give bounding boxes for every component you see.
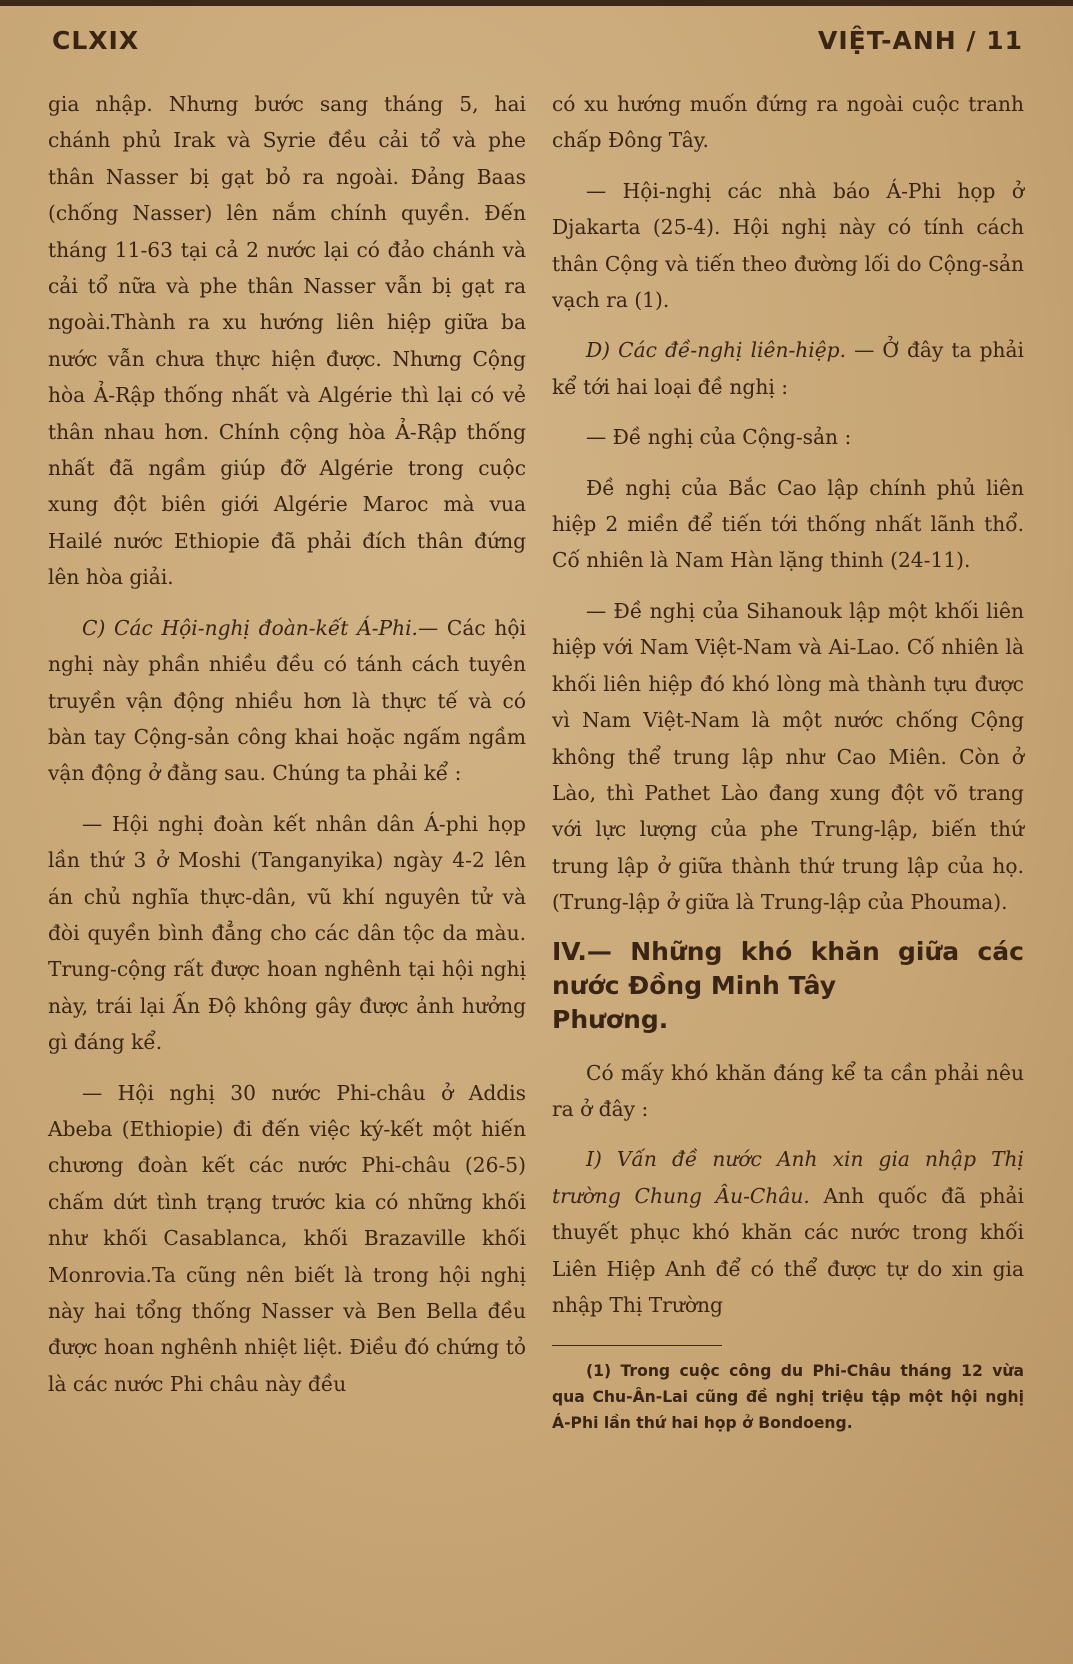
paragraph-text: Anh quốc đã phải thuyết phục khó khăn các nước trong khối Liên Hiệp Anh để có thể được tự do xin gia nhập Thị Trường xyxy=(552,1183,1024,1317)
paragraph: gia nhập. Nhưng bước sang tháng 5, hai chánh phủ Irak và Syrie đều cải tổ và phe thân Nasser bị gạt bỏ ra ngoài. Đảng Baas (chống Nasser) lên nắm chính quyền. Đến tháng 11-63 tại cả 2 nước lại có đảo chánh và cải tổ nữa và phe thân Nasser vẫn bị gạt ra ngoài.Thành ra xu hướng liên hiệp giữa ba nước vẫn chưa thực hiện được. Nhưng Cộng hòa Ả-Rập thống nhất và Algérie thì lại có vẻ thân nhau hơn. Chính cộng hòa Ả-Rập thống nhất đã ngầm giúp đỡ Algérie trong cuộc xung đột biên giới Algérie Maroc mà vua Hailé nước Ethiopie đã phải đích thân đứng lên hòa giải. xyxy=(48,92,526,590)
paragraph xyxy=(552,1141,1024,1323)
page-roman-numeral: CLXIX xyxy=(52,26,140,55)
top-border xyxy=(0,0,1073,6)
paragraph: — Đề nghị của Cộng-sản : xyxy=(586,425,852,450)
paragraph-text: — Ở đây ta phải kể tới hai loại đề nghị : xyxy=(552,338,1024,399)
section-heading xyxy=(552,935,1024,1037)
subsection-heading: D) Các đề-nghị liên-hiệp. xyxy=(586,338,847,363)
paragraph xyxy=(552,332,1024,405)
paragraph-text: Các hội nghị này phần nhiều đều có tánh cách tuyên truyền vận động nhiều hơn là thực tế và có bàn tay Cộng-sản công khai hoặc ngấm ngầm vận động ở đằng sau. Chúng ta phải kể : xyxy=(48,615,526,786)
section-heading-text: IV.— Những khó khăn giữa các nước Đồng Minh Tây xyxy=(552,936,1024,1000)
subsection-heading: C) Các Hội-nghị đoàn-kết Á-Phi.— xyxy=(82,615,439,640)
running-header xyxy=(52,26,1023,62)
paragraph: — Hội nghị 30 nước Phi-châu ở Addis Abeba (Ethiopie) đi đến việc ký-kết một hiến chương đoàn kết các nước Phi-châu (26-5) chấm dứt tình trạng trước kia có những khối như khối Casablanca, khối Brazaville khối Monrovia.Ta cũng nên biết là trong hội nghị này hai tổng thống Nasser và Ben Bella đều được hoan nghênh nhiệt liệt. Điều đó chứng tỏ là các nước Phi châu này đều xyxy=(48,1080,526,1396)
footnote-rule xyxy=(552,1345,722,1346)
paragraph: Có mấy khó khăn đáng kể ta cần phải nêu ra ở đây : xyxy=(552,1060,1024,1121)
right-column xyxy=(552,86,1024,1450)
running-title: VIỆT-ANH / 11 xyxy=(817,26,1023,55)
paragraph: — Đề nghị của Sihanouk lập một khối liên hiệp với Nam Việt-Nam và Ai-Lao. Cố nhiên là khối liên hiệp đó khó lòng mà thành tựu được vì Nam Việt-Nam là một nước chống Cộng không thể trung lập như Cao Miên. Còn ở Lào, thì Pathet Lào đang xung đột võ trang với lực lượng của phe Trung-lập, biến thứ trung lập ở giữa thành thứ trung lập của họ. (Trung-lập ở giữa là Trung-lập của Phouma). xyxy=(552,598,1024,915)
paragraph xyxy=(48,610,526,792)
paragraph: có xu hướng muốn đứng ra ngoài cuộc tranh chấp Đông Tây. xyxy=(552,92,1024,153)
footnote: (1) Trong cuộc công du Phi-Châu tháng 12 vừa qua Chu-Ân-Lai cũng đề nghị triệu tập một hội nghị Á-Phi lần thứ hai họp ở Bondoeng. xyxy=(552,1362,1024,1433)
paragraph: — Hội-nghị các nhà báo Á-Phi họp ở Djakarta (25-4). Hội nghị này có tính cách thân Cộng và tiến theo đường lối do Cộng-sản vạch ra (1). xyxy=(552,178,1024,313)
left-column xyxy=(48,86,526,1416)
subsection-heading: I) Vấn đề nước Anh xin gia nhập Thị trường Chung Âu-Châu. xyxy=(552,1147,1024,1208)
paragraph: Đề nghị của Bắc Cao lập chính phủ liên hiệp 2 miền để tiến tới thống nhất lãnh thổ. Cố nhiên là Nam Hàn lặng thinh (24-11). xyxy=(552,475,1024,573)
paragraph: — Hội nghị đoàn kết nhân dân Á-phi họp lần thứ 3 ở Moshi (Tanganyika) ngày 4-2 lên án chủ nghĩa thực-dân, vũ khí nguyên tử và đòi quyền bình đẳng cho các dân tộc da màu. Trung-cộng rất được hoan nghênh tại hội nghị này, trái lại Ấn Độ không gây được ảnh hưởng gì đáng kể. xyxy=(48,811,526,1055)
section-heading-last: Phương. xyxy=(552,1004,669,1034)
